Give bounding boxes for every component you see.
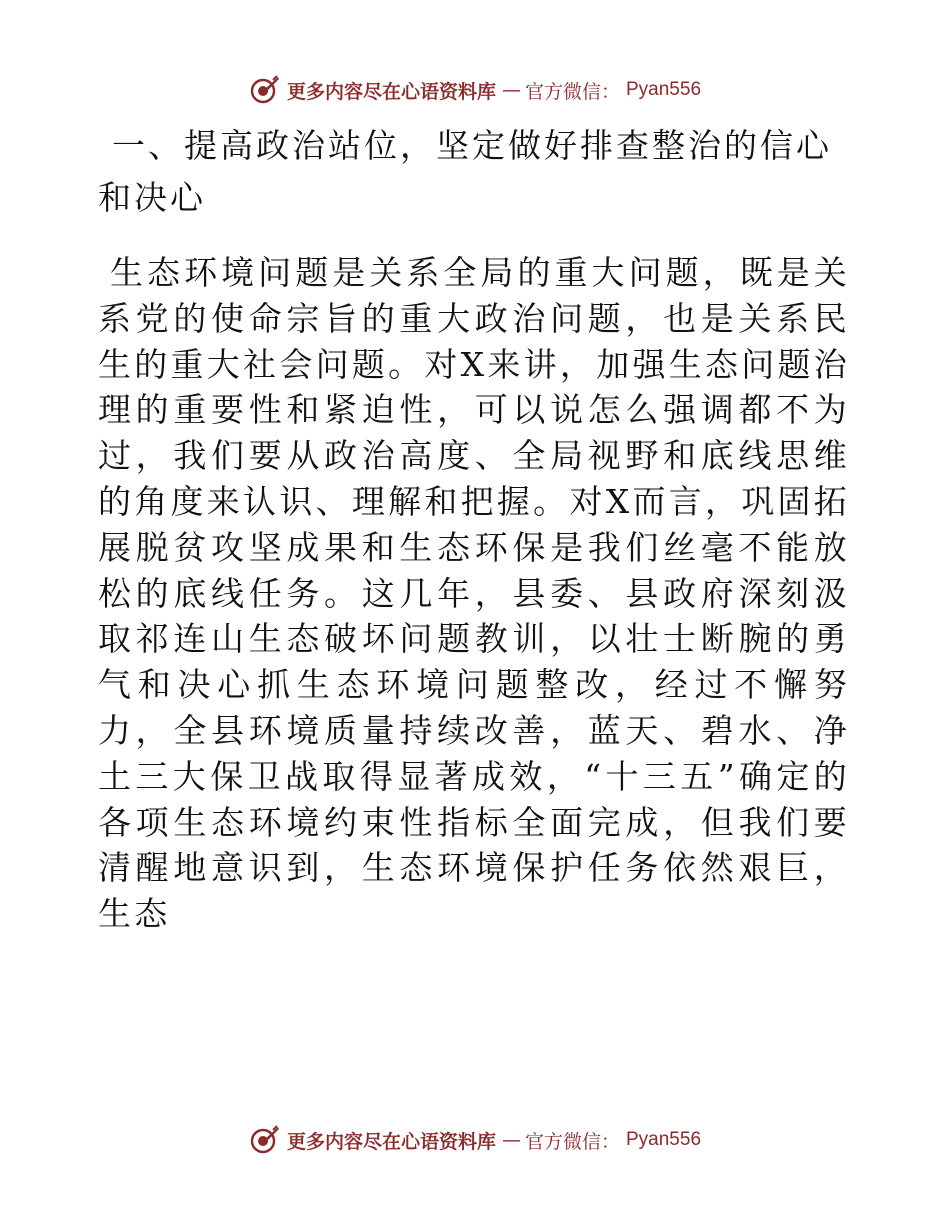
section-heading: 一、提高政治站位，坚定做好排查整治的信心和决心 (98, 126, 832, 217)
watermark-site-text: 更多内容尽在心语资料库 (286, 80, 496, 103)
watermark-wechat-handle: Pyan556 (626, 1129, 702, 1150)
watermark-wechat-label: 官方微信： (524, 1130, 620, 1153)
body-paragraph: 生态环境问题是关系全局的重大问题，既是关系党的使命宗旨的重大政治问题，也是关系民生的重大社会问题。对X来讲，加强生态问题治理的重要性和紧迫性，可以说怎么强调都不为过，我们要从政治高度、全局视野和底线思维的角度来认识、理解和把握。对X而言，巩固拓展脱贫攻坚成果和生态环保是我们丝毫不能放松的底线任务。这几年，县委、县政府深刻汲取祁连山生态破坏问题教训，以壮士断腕的勇气和决心抓生态环境问题整改，经过不懈努力，全县环境质量持续改善，蓝天、碧水、净土三大保卫战取得显著成效，“十三五”确定的各项生态环境约束性指标全面完成，但我们要清醒地意识到，生态环境保护任务依然艰巨，生态 (98, 253, 850, 934)
watermark-banner-bottom (0, 1120, 950, 1160)
watermark-banner-top (0, 70, 950, 110)
quill-seal-logo-icon (249, 1124, 281, 1156)
document-body (98, 120, 850, 937)
watermark-site-text: 更多内容尽在心语资料库 (286, 1130, 496, 1153)
watermark-wechat-handle: Pyan556 (626, 79, 702, 100)
watermark-wechat-label: 官方微信： (524, 80, 620, 103)
watermark-separator: — (501, 1129, 519, 1151)
watermark-separator: — (501, 79, 519, 101)
quill-seal-logo-icon (249, 74, 281, 106)
